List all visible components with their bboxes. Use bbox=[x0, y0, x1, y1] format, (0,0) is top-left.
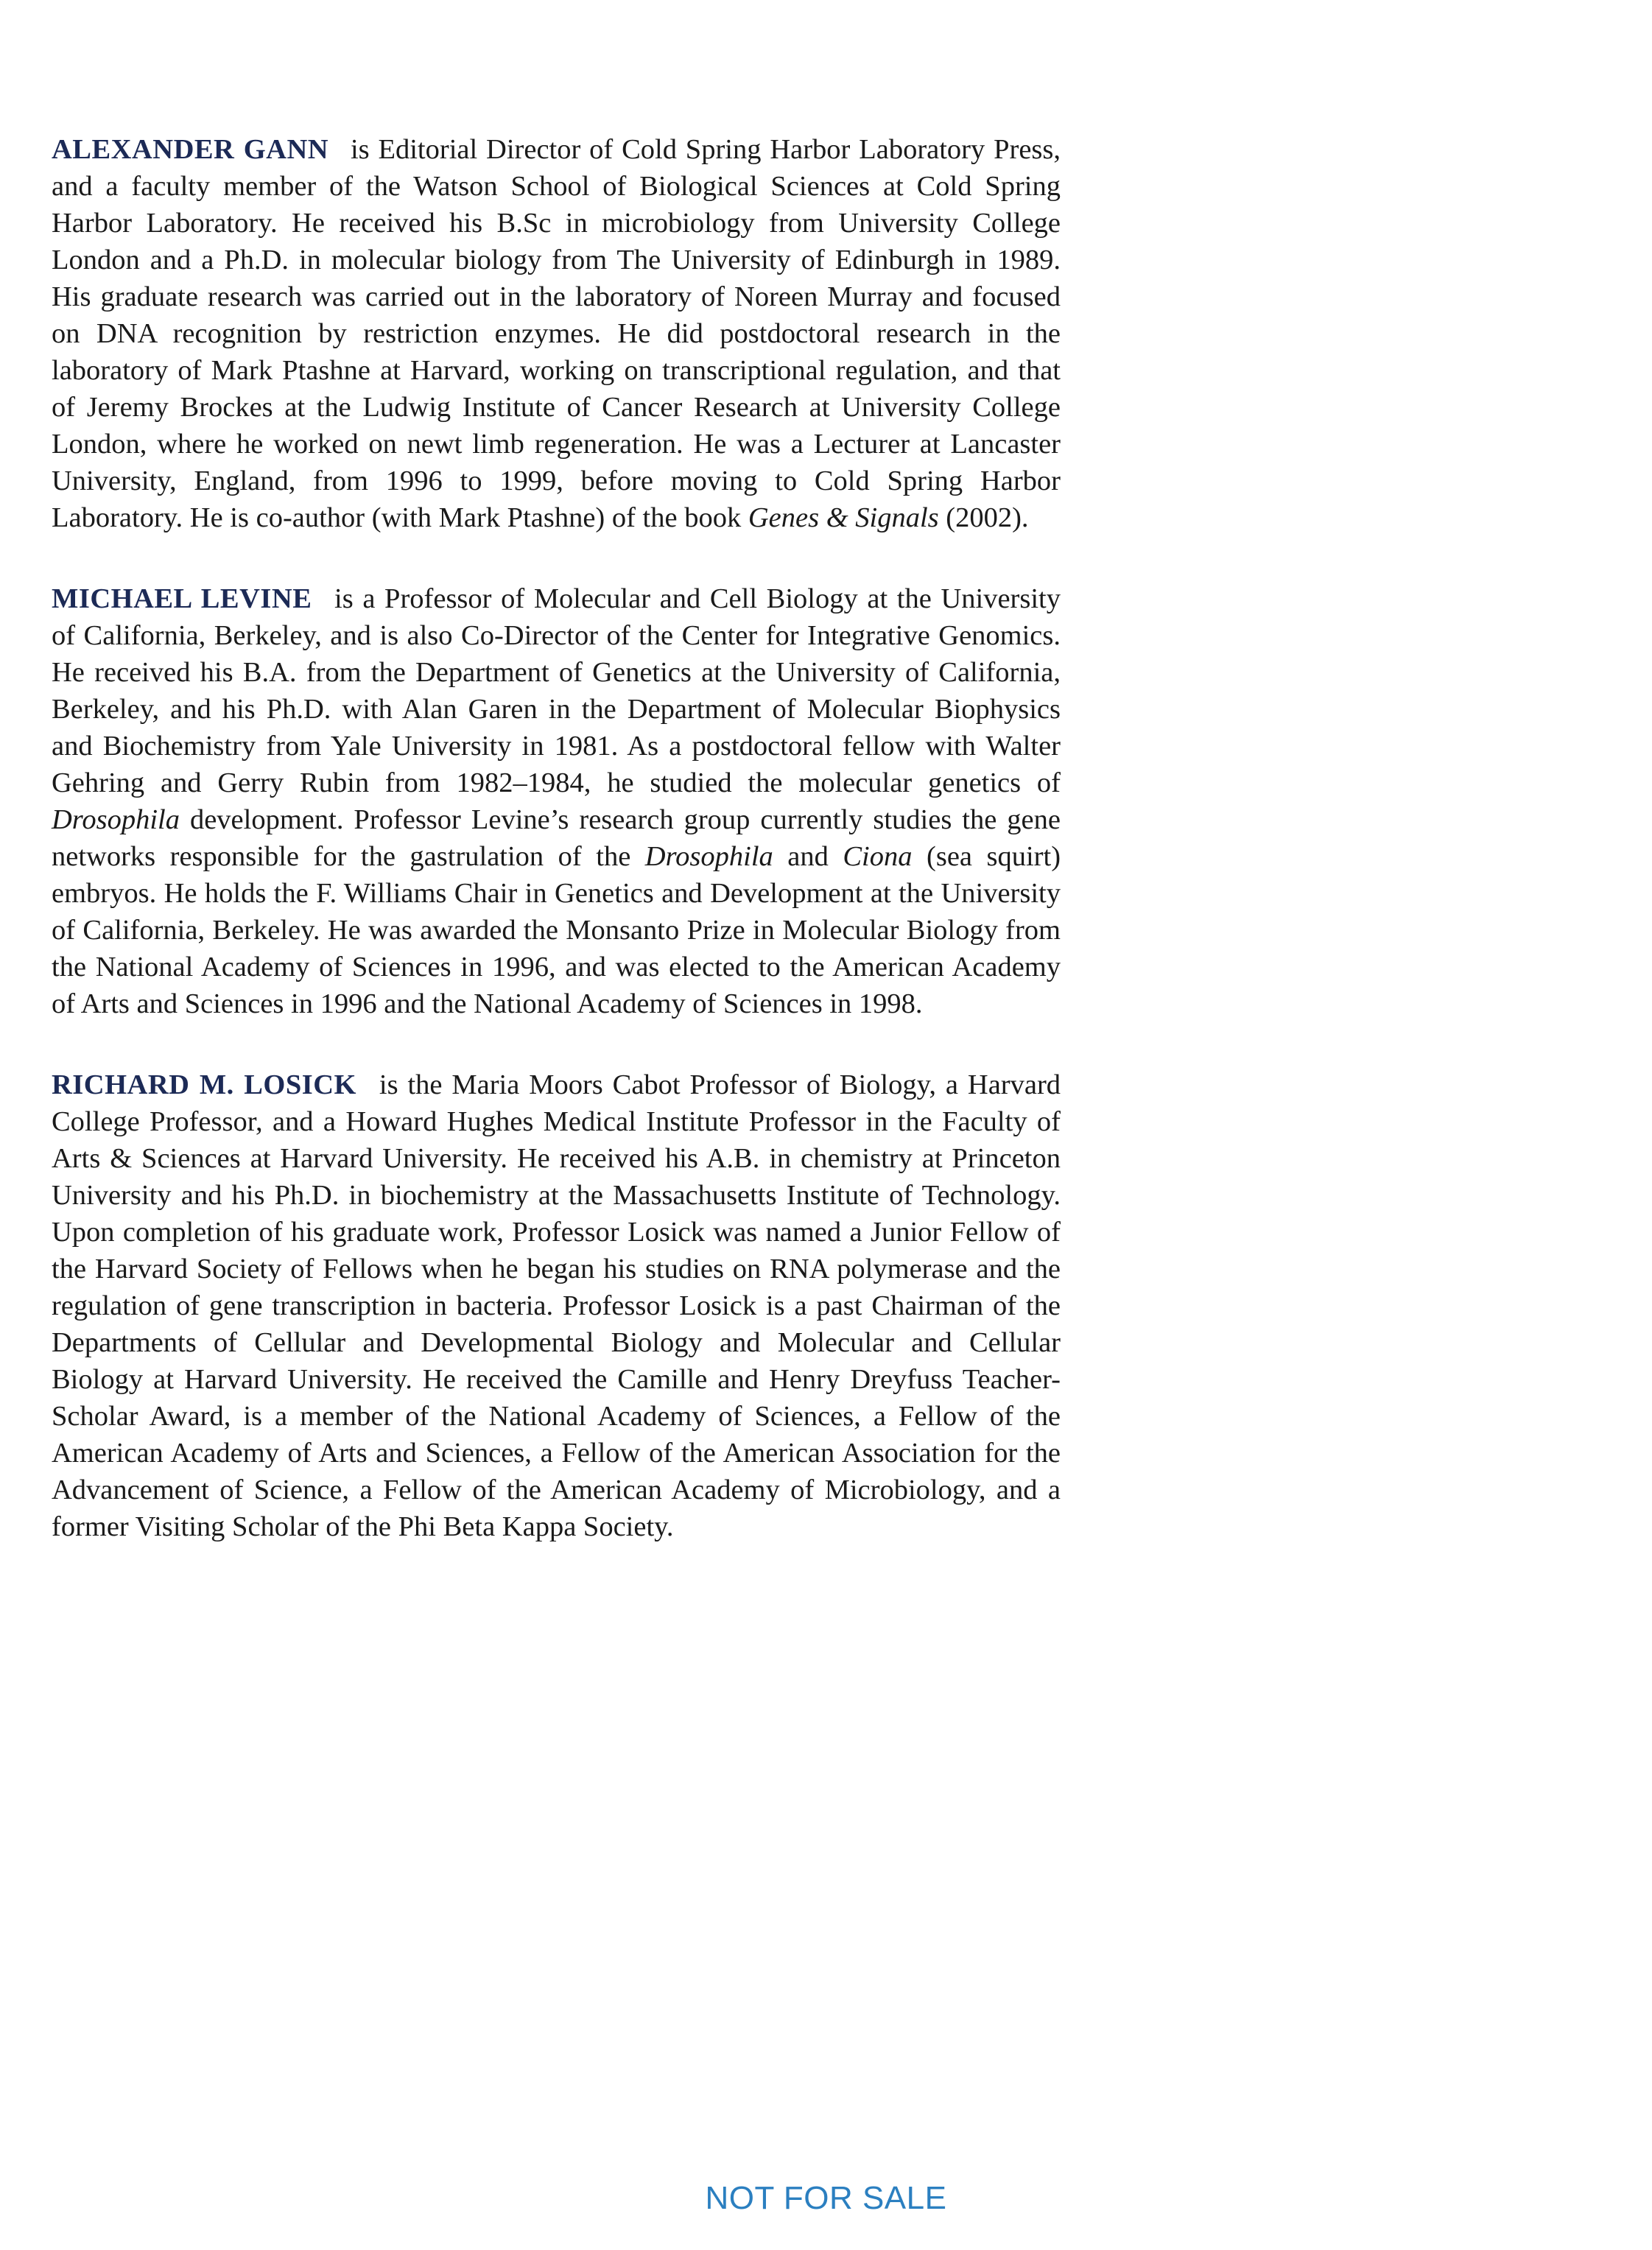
bio-alexander-gann bbox=[52, 131, 1061, 536]
author-name: RICHARD M. LOSICK bbox=[52, 1069, 356, 1100]
organism-name: Ciona bbox=[843, 841, 913, 872]
author-bios-page bbox=[52, 131, 1061, 1589]
author-name: ALEXANDER GANN bbox=[52, 134, 329, 165]
bio-michael-levine bbox=[52, 580, 1061, 1022]
organism-name: Drosophila bbox=[52, 804, 180, 835]
book-title: Genes & Signals bbox=[748, 502, 939, 533]
bio-richard-losick bbox=[52, 1066, 1061, 1545]
author-name: MICHAEL LEVINE bbox=[52, 583, 312, 614]
bio-text: and bbox=[787, 841, 829, 872]
organism-name: Drosophila bbox=[644, 841, 773, 872]
bio-text: (2002). bbox=[946, 502, 1029, 533]
bio-text: is the Maria Moors Cabot Professor of Biology, a Harvard College Professor, and a Howard Hughes Medical Institute Professor in the Faculty of Arts & Sciences at Harvard University. He received his A.B. in chemistry at Princeton University and his Ph.D. in biochemistry at the Massachusetts Institute of Technology. Upon completion of his graduate work, Professor Losick was named a Junior Fellow of the Harvard Society of Fellows when he began his studies on RNA polymerase and the regulation of gene transcription in bacteria. Professor Losick is a past Chairman of the Departments of Cellular and Developmental Biology and Molecular and Cellular Biology at Harvard University. He received the Camille and Henry Dreyfuss Teacher-Scholar Award, is a member of the National Academy of Sciences, a Fellow of the American Academy of Arts and Sciences, a Fellow of the American Association for the Advancement of Science, a Fellow of the American Academy of Microbiology, and a former Visiting Scholar of the Phi Beta Kappa Society. bbox=[52, 1069, 1061, 1542]
bio-text: is Editorial Director of Cold Spring Harbor Laboratory Press, and a faculty member of the Watson School of Biological Sciences at Cold Spring Harbor Laboratory. He received his B.Sc in microbiology from University College London and a Ph.D. in molecular biology from The University of Edinburgh in 1989. His graduate research was carried out in the laboratory of Noreen Murray and focused on DNA recognition by restriction enzymes. He did postdoctoral research in the laboratory of Mark Ptashne at Harvard, working on transcriptional regulation, and that of Jeremy Brockes at the Ludwig Institute of Cancer Research at University College London, where he worked on newt limb regeneration. He was a Lecturer at Lancaster University, England, from 1996 to 1999, before moving to Cold Spring Harbor Laboratory. He is co-author (with Mark Ptashne) of the book bbox=[52, 134, 1061, 533]
bio-text: (sea squirt) embryos. He holds the F. Williams Chair in Genetics and Development at the University of California, Berkeley. He was awarded the Monsanto Prize in Molecular Biology from the National Academy of Sciences in 1996, and was elected to the American Academy of Arts and Sciences in 1996 and the National Academy of Sciences in 1998. bbox=[52, 841, 1061, 1019]
not-for-sale-watermark: NOT FOR SALE bbox=[705, 2180, 947, 2216]
bio-text: is a Professor of Molecular and Cell Biology at the University of California, Berkeley, and is also Co-Director of the Center for Integrative Genomics. He received his B.A. from the Department of Genetics at the University of California, Berkeley, and his Ph.D. with Alan Garen in the Department of Molecular Biophysics and Biochemistry from Yale University in 1981. As a postdoctoral fellow with Walter Gehring and Gerry Rubin from 1982–1984, he studied the molecular genetics of bbox=[52, 583, 1061, 798]
bio-text: development. Professor Levine’s research group currently studies the gene networks responsible for the gastrulation of the bbox=[52, 804, 1061, 872]
